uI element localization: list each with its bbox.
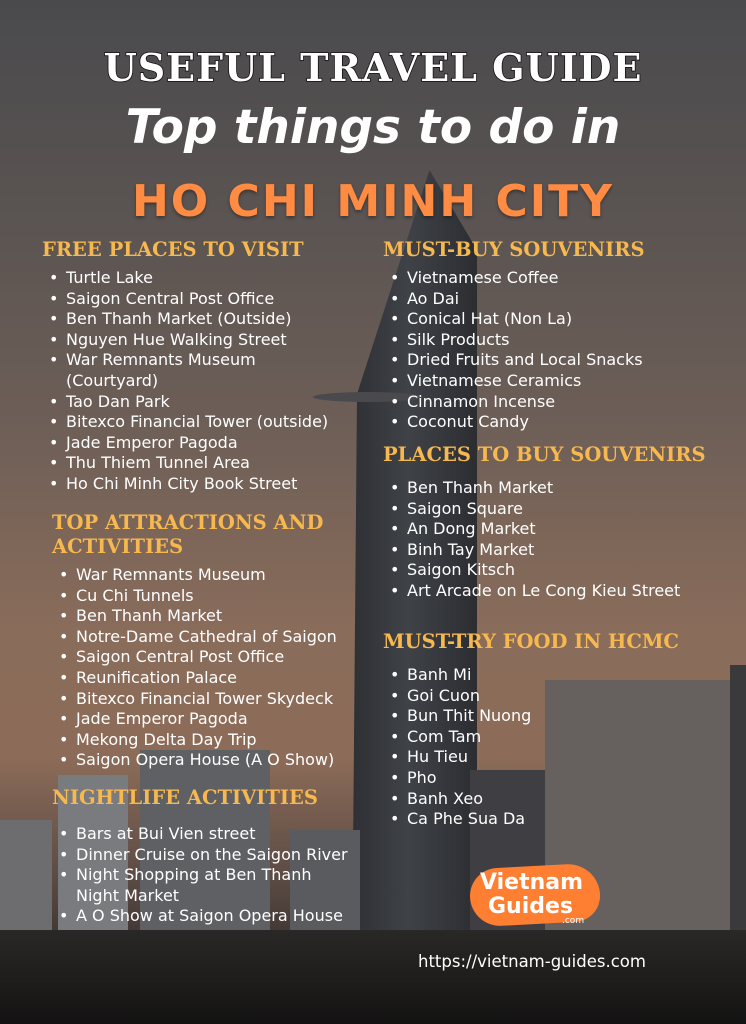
item-list bbox=[52, 824, 392, 927]
list-item: • Bars at Bui Vien street bbox=[52, 824, 376, 845]
list-item: • War Remnants Museum bbox=[52, 565, 396, 586]
list-item: • Pho bbox=[383, 768, 723, 789]
logo-text-line2: Guides bbox=[488, 894, 574, 919]
list-item: • Ben Thanh Market (Outside) bbox=[42, 309, 382, 330]
section-free-places bbox=[42, 238, 382, 495]
list-item: • Ho Chi Minh City Book Street bbox=[42, 474, 382, 495]
list-item: • Bitexco Financial Tower (outside) bbox=[42, 412, 382, 433]
list-item: • Binh Tay Market bbox=[383, 540, 707, 561]
section-heading: NIGHTLIFE ACTIVITIES bbox=[52, 786, 318, 809]
list-item: • Art Arcade on Le Cong Kieu Street bbox=[383, 581, 707, 602]
item-list bbox=[383, 478, 723, 602]
list-item: • Saigon Central Post Office bbox=[52, 647, 396, 668]
section-places-to-buy-souvenirs bbox=[383, 443, 723, 602]
list-item: • Nguyen Hue Walking Street bbox=[42, 330, 382, 351]
list-item: • Conical Hat (Non La) bbox=[383, 309, 723, 330]
list-item: • Ca Phe Sua Da bbox=[383, 809, 723, 830]
list-item: • Vietnamese Ceramics bbox=[383, 371, 723, 392]
list-item: • Notre-Dame Cathedral of Saigon bbox=[52, 627, 396, 648]
list-item: • Silk Products bbox=[383, 330, 723, 351]
list-item: • Saigon Kitsch bbox=[383, 560, 707, 581]
vietnam-guides-logo bbox=[470, 866, 600, 928]
title-useful-travel-guide: USEFUL TRAVEL GUIDE bbox=[103, 45, 643, 90]
section-heading: MUST-BUY SOUVENIRS bbox=[383, 238, 645, 261]
logo-text-suffix: .com bbox=[562, 916, 585, 926]
list-item: • Thu Thiem Tunnel Area bbox=[42, 453, 382, 474]
section-heading: MUST-TRY FOOD IN HCMC bbox=[383, 630, 679, 653]
list-item: • Cu Chi Tunnels bbox=[52, 586, 396, 607]
section-must-try-food bbox=[383, 630, 723, 830]
title-top-things: Top things to do in bbox=[125, 100, 621, 155]
list-item: • Cinnamon Incense bbox=[383, 392, 723, 413]
list-item: • Bun Thit Nuong bbox=[383, 706, 723, 727]
section-heading: TOP ATTRACTIONS AND ACTIVITIES bbox=[52, 511, 324, 558]
list-item: • Goi Cuon bbox=[383, 686, 723, 707]
list-item: • Com Tam bbox=[383, 727, 723, 748]
list-item: • Ben Thanh Market bbox=[52, 606, 396, 627]
list-item: • Coconut Candy bbox=[383, 412, 723, 433]
list-item: • Saigon Opera House (A O Show) bbox=[52, 750, 396, 771]
section-must-buy-souvenirs bbox=[383, 238, 723, 433]
section-nightlife bbox=[52, 786, 392, 927]
item-list bbox=[383, 665, 723, 830]
list-item: • Jade Emperor Pagoda bbox=[52, 709, 396, 730]
list-item: • Saigon Central Post Office bbox=[42, 289, 382, 310]
website-url: https://vietnam-guides.com bbox=[418, 952, 646, 971]
section-heading: FREE PLACES TO VISIT bbox=[42, 238, 304, 261]
item-list bbox=[52, 565, 362, 771]
section-heading: PLACES TO BUY SOUVENIRS bbox=[383, 443, 706, 466]
list-item: • Ao Dai bbox=[383, 289, 723, 310]
list-item: • Dried Fruits and Local Snacks bbox=[383, 350, 723, 371]
item-list bbox=[42, 268, 382, 495]
list-item: • Banh Xeo bbox=[383, 789, 723, 810]
list-item: • Vietnamese Coffee bbox=[383, 268, 723, 289]
list-item: • A O Show at Saigon Opera House bbox=[52, 906, 406, 927]
list-item: • An Dong Market bbox=[383, 519, 707, 540]
logo-text-line1: Vietnam bbox=[480, 870, 584, 895]
list-item: • Saigon Square bbox=[383, 499, 707, 520]
list-item: • Hu Tieu bbox=[383, 747, 723, 768]
list-item: • Turtle Lake bbox=[42, 268, 382, 289]
list-item: • Bitexco Financial Tower Skydeck bbox=[52, 689, 396, 710]
section-top-attractions bbox=[52, 511, 362, 771]
list-item: • Tao Dan Park bbox=[42, 392, 382, 413]
item-list bbox=[383, 268, 723, 433]
list-item: • Night Shopping at Ben Thanh Night Market bbox=[52, 865, 346, 906]
list-item: • War Remnants Museum (Courtyard) bbox=[42, 350, 296, 391]
title-city-name: HO CHI MINH CITY bbox=[131, 176, 614, 227]
list-item: • Reunification Palace bbox=[52, 668, 396, 689]
list-item: • Banh Mi bbox=[383, 665, 723, 686]
list-item: • Jade Emperor Pagoda bbox=[42, 433, 382, 454]
list-item: • Dinner Cruise on the Saigon River bbox=[52, 845, 406, 866]
list-item: • Mekong Delta Day Trip bbox=[52, 730, 396, 751]
list-item: • Ben Thanh Market bbox=[383, 478, 707, 499]
